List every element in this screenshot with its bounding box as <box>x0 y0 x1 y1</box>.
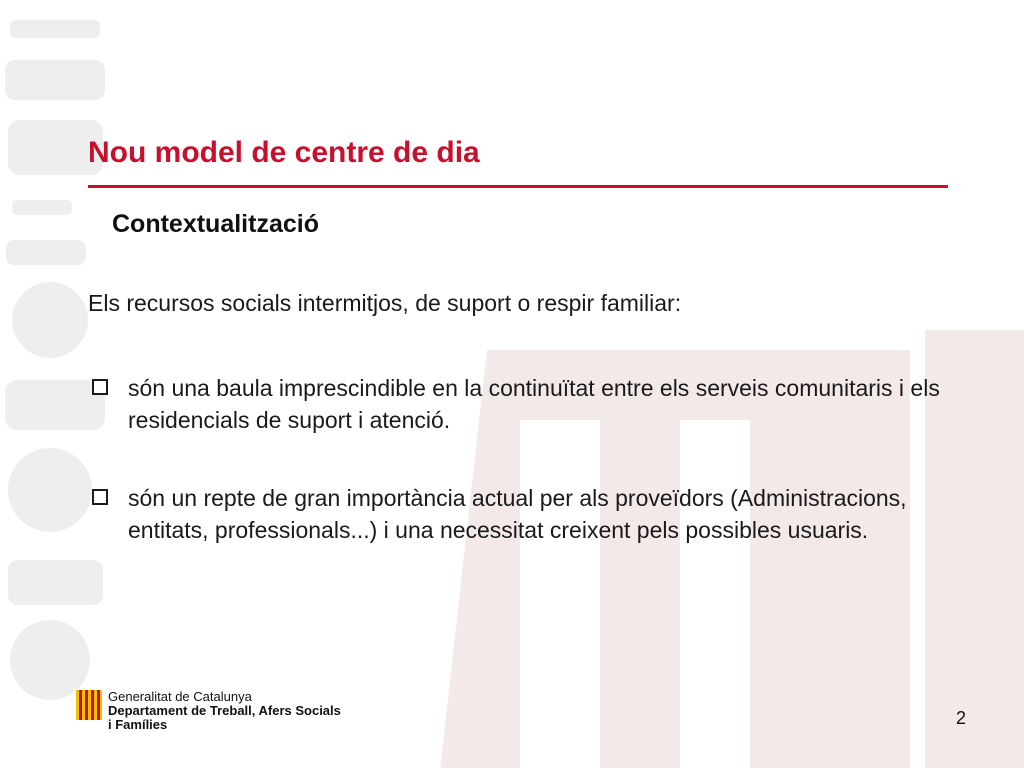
bullet-text: són una baula imprescindible en la continuïtat entre els serveis comunitaris i els residencials de suport i atenció. <box>128 375 940 433</box>
footer-organization <box>108 690 341 732</box>
footer-dept-line1: Departament de Treball, Afers Socials <box>108 703 341 718</box>
title-underline <box>88 185 948 188</box>
bullet-item <box>88 482 948 546</box>
bullet-list <box>88 372 948 592</box>
intro-text: Els recursos socials intermitjos, de suport o respir familiar: <box>88 290 682 316</box>
slide-subtitle: Contextualització <box>112 210 319 238</box>
bullet-item <box>88 372 948 436</box>
square-bullet-icon <box>92 489 108 505</box>
footer-org-name: Generalitat de Catalunya <box>108 689 252 704</box>
bullet-text: són un repte de gran importància actual per als proveïdors (Administracions, entitats, professionals...) i una necessitat creixent pels possibles usuaris. <box>128 485 907 543</box>
slide-title: Nou model de centre de dia <box>88 136 480 169</box>
footer-dept-line2: i Famílies <box>108 717 168 732</box>
senyera-logo-icon <box>76 690 102 720</box>
page-number: 2 <box>955 708 966 728</box>
square-bullet-icon <box>92 379 108 395</box>
